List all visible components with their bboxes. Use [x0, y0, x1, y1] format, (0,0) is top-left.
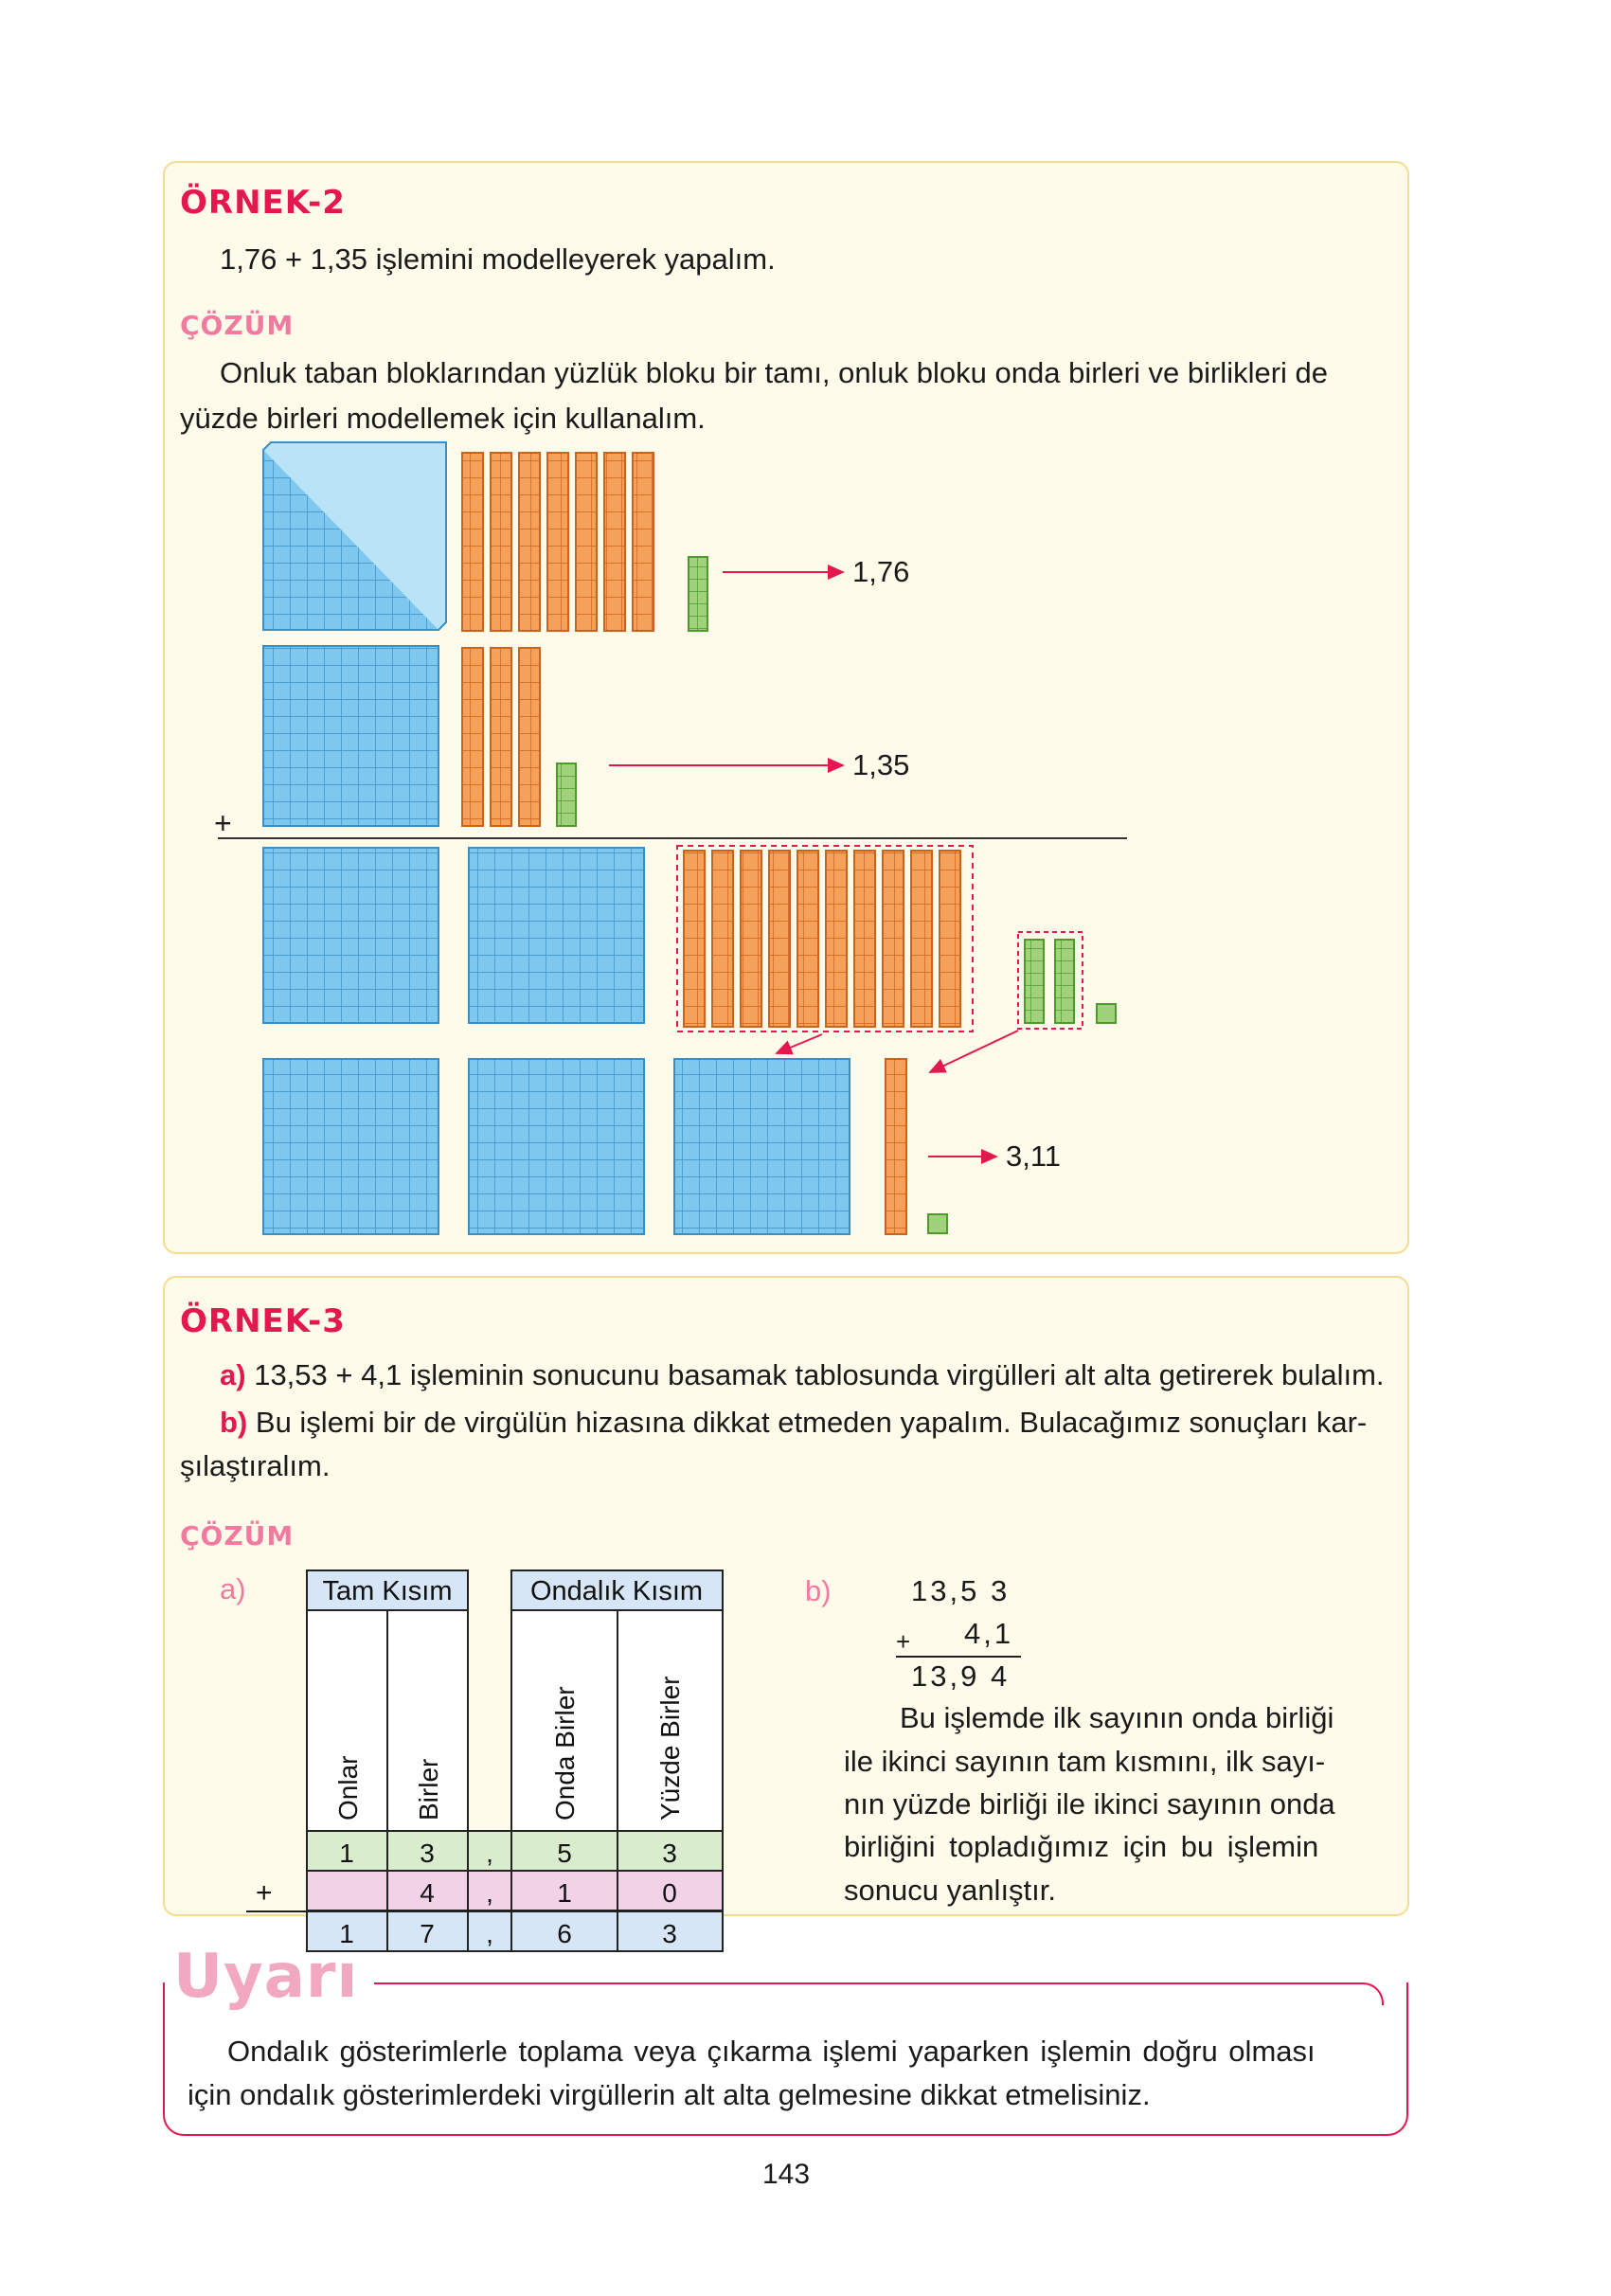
svg-text:,: , [486, 1919, 493, 1948]
result-value: 3,11 [1006, 1139, 1062, 1173]
part-a-text: 13,53 + 4,1 işleminin sonucunu basamak tablosunda virgülleri alt alta getirerek bulalım. [254, 1358, 1385, 1391]
part-b-text-line1: Bu işlemi bir de virgülün hizasına dikkat etmeden yapalım. Bulacağımız sonuçları kar- [255, 1406, 1368, 1439]
part-b-line2: 4,1 [964, 1617, 1014, 1650]
part-b-plus: + [896, 1627, 911, 1656]
regroup-arrow-ones [930, 1031, 1018, 1072]
example3-part-b-line2: şılaştıralım. [180, 1449, 331, 1482]
result-ten-rod [886, 1059, 906, 1234]
part-b-rule [896, 1656, 1021, 1658]
example2-solution-label: ÇÖZÜM [180, 310, 295, 341]
page-number: 143 [762, 2159, 811, 2190]
warning-top-rule [374, 1982, 1384, 2005]
part-b-explanation-1: Bu işlemde ilk sayının onda birliği [900, 1701, 1334, 1734]
example2-solution-line2: yüzde birleri modellemek için kullanalım. [180, 402, 706, 435]
table-row [307, 1911, 723, 1951]
result-one-cube [928, 1214, 947, 1233]
sum-hundred-block-2 [469, 848, 644, 1023]
part-a-label: a) [220, 1358, 246, 1391]
group-whole-header: Tam Kısım [322, 1576, 453, 1606]
part-b-explanation-5: sonucu yanlıştır. [844, 1874, 1057, 1907]
example3-solution-label: ÇÖZÜM [180, 1520, 295, 1552]
row1-one-cubes [689, 557, 707, 631]
place-value-table [246, 1563, 739, 1913]
sum-hundred-block-1 [263, 848, 439, 1023]
table-answer-label: a) [220, 1572, 246, 1605]
svg-text:,: , [486, 1878, 493, 1908]
example2-title: ÖRNEK-2 [180, 184, 346, 222]
svg-text:,: , [486, 1839, 493, 1868]
svg-text:3: 3 [420, 1839, 435, 1868]
svg-text:1: 1 [339, 1839, 354, 1868]
svg-text:7: 7 [420, 1919, 435, 1948]
result-hundred-block-3 [674, 1059, 850, 1234]
example3-part-a [220, 1353, 1385, 1398]
row2-ten-rods [462, 648, 540, 826]
col-yuzde-birler: Yüzde Birler [655, 1676, 685, 1821]
example2-question: 1,76 + 1,35 işlemini modelleyerek yapalım. [220, 242, 776, 276]
svg-text:6: 6 [557, 1919, 572, 1948]
sum-one-cubes [1025, 940, 1116, 1023]
table-plus-sign: + [256, 1877, 273, 1909]
part-b-line3: 13,9 4 [911, 1659, 1011, 1693]
warning-line2: için ondalık gösterimlerdeki virgüllerin alt alta gelmesine dikkat etmelisiniz. [188, 2078, 1151, 2111]
svg-text:4: 4 [420, 1878, 435, 1908]
warning-line1: Ondalık gösterimlerle toplama veya çıkarma işlemi yaparken işlemin doğru olması [227, 2035, 1316, 2068]
example3-part-b [220, 1400, 1367, 1445]
col-onlar: Onlar [333, 1755, 363, 1821]
table-row [307, 1871, 723, 1910]
row2-hundred-block [263, 646, 439, 826]
col-onda-birler: Onda Birler [550, 1686, 580, 1821]
row2-value: 1,35 [852, 748, 910, 781]
part-b-label: b) [220, 1406, 248, 1439]
result-hundred-block-2 [469, 1059, 644, 1234]
regroup-arrow-tens [777, 1034, 822, 1053]
part-b-explanation-3: nın yüzde birliği ile ikinci sayının onda [844, 1787, 1335, 1821]
svg-text:3: 3 [662, 1919, 677, 1948]
result-hundred-block-1 [263, 1059, 439, 1234]
row1-value: 1,76 [852, 555, 910, 588]
svg-text:1: 1 [339, 1919, 354, 1948]
model-plus-sign: + [214, 806, 232, 840]
col-birler: Birler [414, 1758, 443, 1821]
part-b-answer-label: b) [805, 1574, 832, 1607]
svg-text:1: 1 [557, 1878, 572, 1908]
group-decimal-header: Ondalık Kısım [529, 1576, 704, 1606]
row2-one-cubes [557, 763, 576, 826]
sum-ten-rods [684, 851, 960, 1027]
part-b-explanation-2: ile ikinci sayının tam kısmını, ilk sayı- [844, 1745, 1326, 1778]
example3-title: ÖRNEK-3 [180, 1302, 346, 1340]
row1-ten-rods [462, 453, 653, 631]
table-row [307, 1831, 723, 1871]
svg-text:3: 3 [662, 1839, 677, 1868]
part-b-line1: 13,5 3 [911, 1574, 1011, 1607]
part-b-explanation-4: birliğini topladığımız için bu işlemin [844, 1830, 1319, 1863]
warning-title: Uyarı [173, 1942, 359, 2012]
example2-solution-line1: Onluk taban bloklarından yüzlük bloku bir tamı, onluk bloku onda birleri ve birlikleri de [220, 356, 1329, 389]
row1-hundred-block [263, 442, 446, 630]
svg-text:0: 0 [662, 1878, 677, 1908]
svg-text:5: 5 [557, 1839, 572, 1868]
